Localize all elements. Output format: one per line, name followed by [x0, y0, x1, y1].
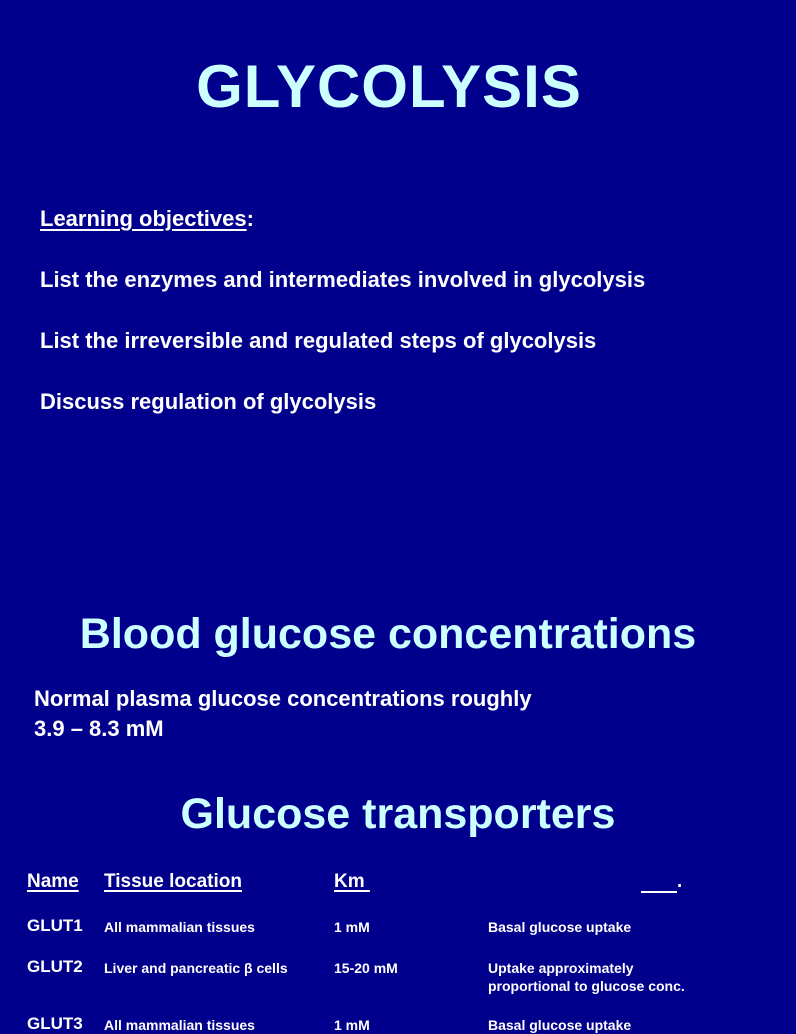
objective-item: List the irreversible and regulated steps of glycolysis	[40, 328, 597, 353]
transporter-tissue: All mammalian tissues	[104, 919, 255, 935]
blank-underline	[641, 871, 677, 893]
plasma-line-2: 3.9 – 8.3 mM	[34, 716, 164, 741]
column-header-function	[641, 871, 682, 893]
learning-objectives	[40, 203, 645, 447]
column-header-tissue: Tissue location	[104, 871, 242, 892]
transporter-function	[488, 959, 685, 995]
transporter-km: 1 mM	[334, 919, 370, 935]
blood-glucose-title: Blood glucose concentrations	[79, 610, 697, 658]
objective-item: Discuss regulation of glycolysis	[40, 389, 377, 414]
transporter-tissue: All mammalian tissues	[104, 1017, 255, 1033]
glucose-transporters-title: Glucose transporters	[180, 790, 616, 838]
objective-item: List the enzymes and intermediates involved in glycolysis	[40, 267, 646, 292]
km-label: Km	[334, 871, 365, 892]
transporter-tissue: Liver and pancreatic β cells	[104, 960, 288, 976]
function-line: Basal glucose uptake	[488, 1017, 632, 1033]
function-line: proportional to glucose conc.	[488, 978, 685, 994]
objectives-heading-suffix: :	[246, 206, 254, 231]
transporter-km: 15-20 mM	[334, 960, 398, 976]
function-line: Uptake approximately	[488, 960, 634, 976]
plasma-glucose-text	[34, 684, 532, 744]
transporter-name: GLUT3	[27, 1014, 83, 1033]
column-header-name: Name	[27, 871, 79, 892]
slide-title: GLYCOLYSIS	[196, 53, 582, 120]
column-header-km	[334, 871, 370, 893]
function-line: Basal glucose uptake	[488, 919, 632, 935]
transporter-name: GLUT1	[27, 916, 83, 935]
plasma-line-1: Normal plasma glucose concentrations roughly	[34, 686, 532, 711]
transporter-function	[488, 1016, 631, 1034]
objectives-heading	[40, 203, 645, 235]
column-header-function-end: .	[677, 871, 683, 892]
objectives-heading-text: Learning objectives	[40, 206, 247, 231]
transporter-km: 1 mM	[334, 1017, 370, 1033]
transporter-function	[488, 918, 631, 936]
transporter-name: GLUT2	[27, 957, 83, 976]
